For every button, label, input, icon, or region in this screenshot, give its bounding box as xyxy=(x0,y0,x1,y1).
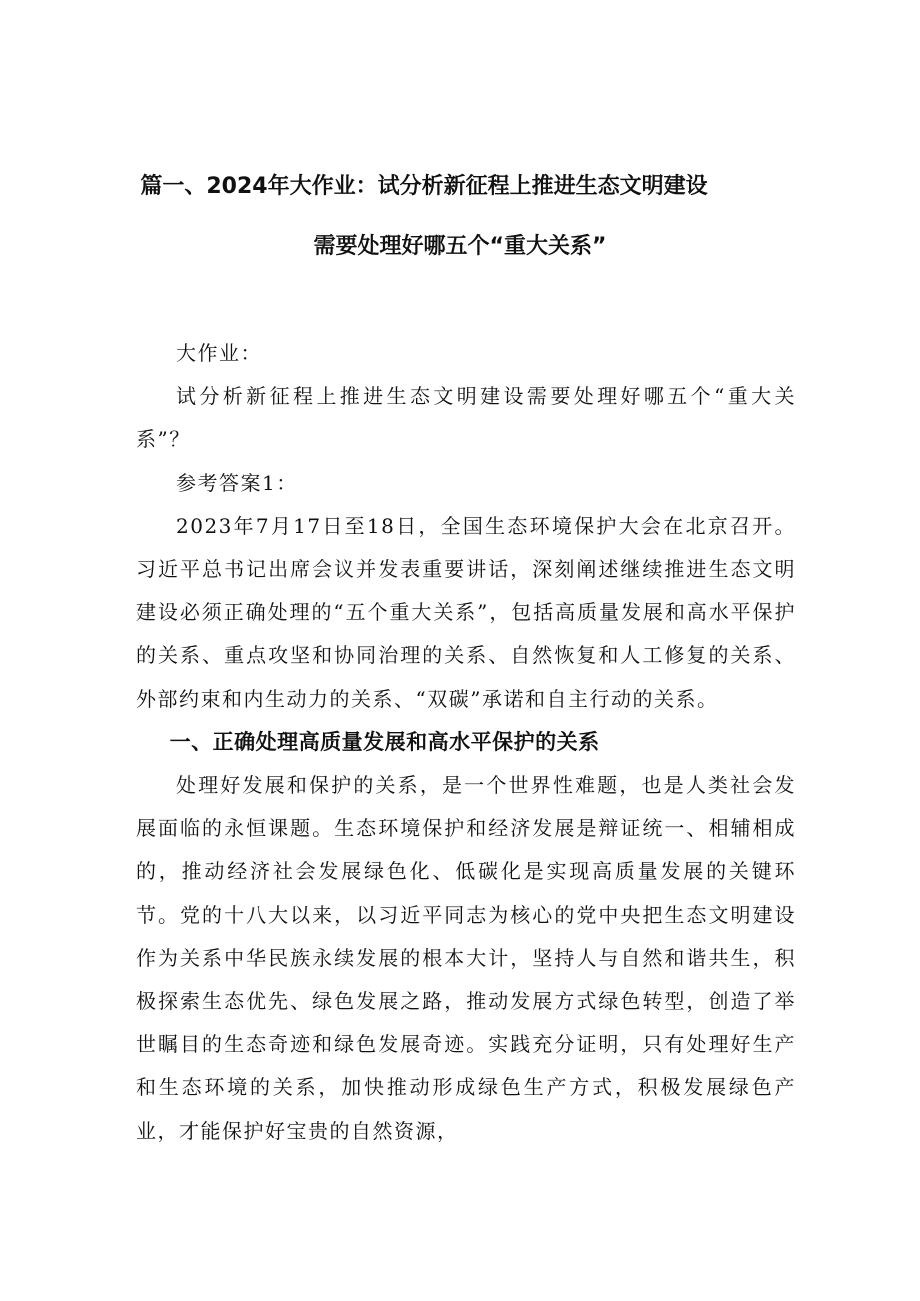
section-1-heading: 一、正确处理高质量发展和高水平保护的关系 xyxy=(169,729,600,754)
answer-label: 参考答案1： xyxy=(176,470,298,495)
assignment-label: 大作业： xyxy=(176,341,262,365)
intro-paragraph: 2023年7月17日至18日，全国生态环境保护大会在北京召开。习近平总书记出席会议并发表重要讲话，深刻阐述继续推进生态文明建设必须正确处理的“五个重大关系”，包括高质量发展和高水平保护的关系、重点攻坚和协同治理的关系、自然恢复和人工修复的关系、外部约束和内生动力的关系、“双碳”承诺和自主行动的关系。 xyxy=(136,513,796,711)
section-1-paragraph: 处理好发展和保护的关系，是一个世界性难题，也是人类社会发展面临的永恒课题。生态环境保护和经济发展是辩证统一、相辅相成的，推动经济社会发展绿色化、低碳化是实现高质量发展的关键环节。党的十八大以来，以习近平同志为核心的党中央把生态文明建设作为关系中华民族永续发展的根本大计，坚持人与自然和谐共生，积极探索生态优先、绿色发展之路，推动发展方式绿色转型，创造了举世瞩目的生态奇迹和绿色发展奇迹。实践充分证明，只有处理好生产和生态环境的关系，加快推动形成绿色生产方式，积极发展绿色产业，才能保护好宝贵的自然资源， xyxy=(136,773,796,1143)
document-title-line-1: 篇一、2024年大作业：试分析新征程上推进生态文明建设 xyxy=(140,174,708,199)
assignment-question: 试分析新征程上推进生态文明建设需要处理好哪五个“重大关系”？ xyxy=(136,384,796,452)
document-title-line-2: 需要处理好哪五个“重大关系” xyxy=(313,234,607,259)
document-body xyxy=(136,332,796,1153)
